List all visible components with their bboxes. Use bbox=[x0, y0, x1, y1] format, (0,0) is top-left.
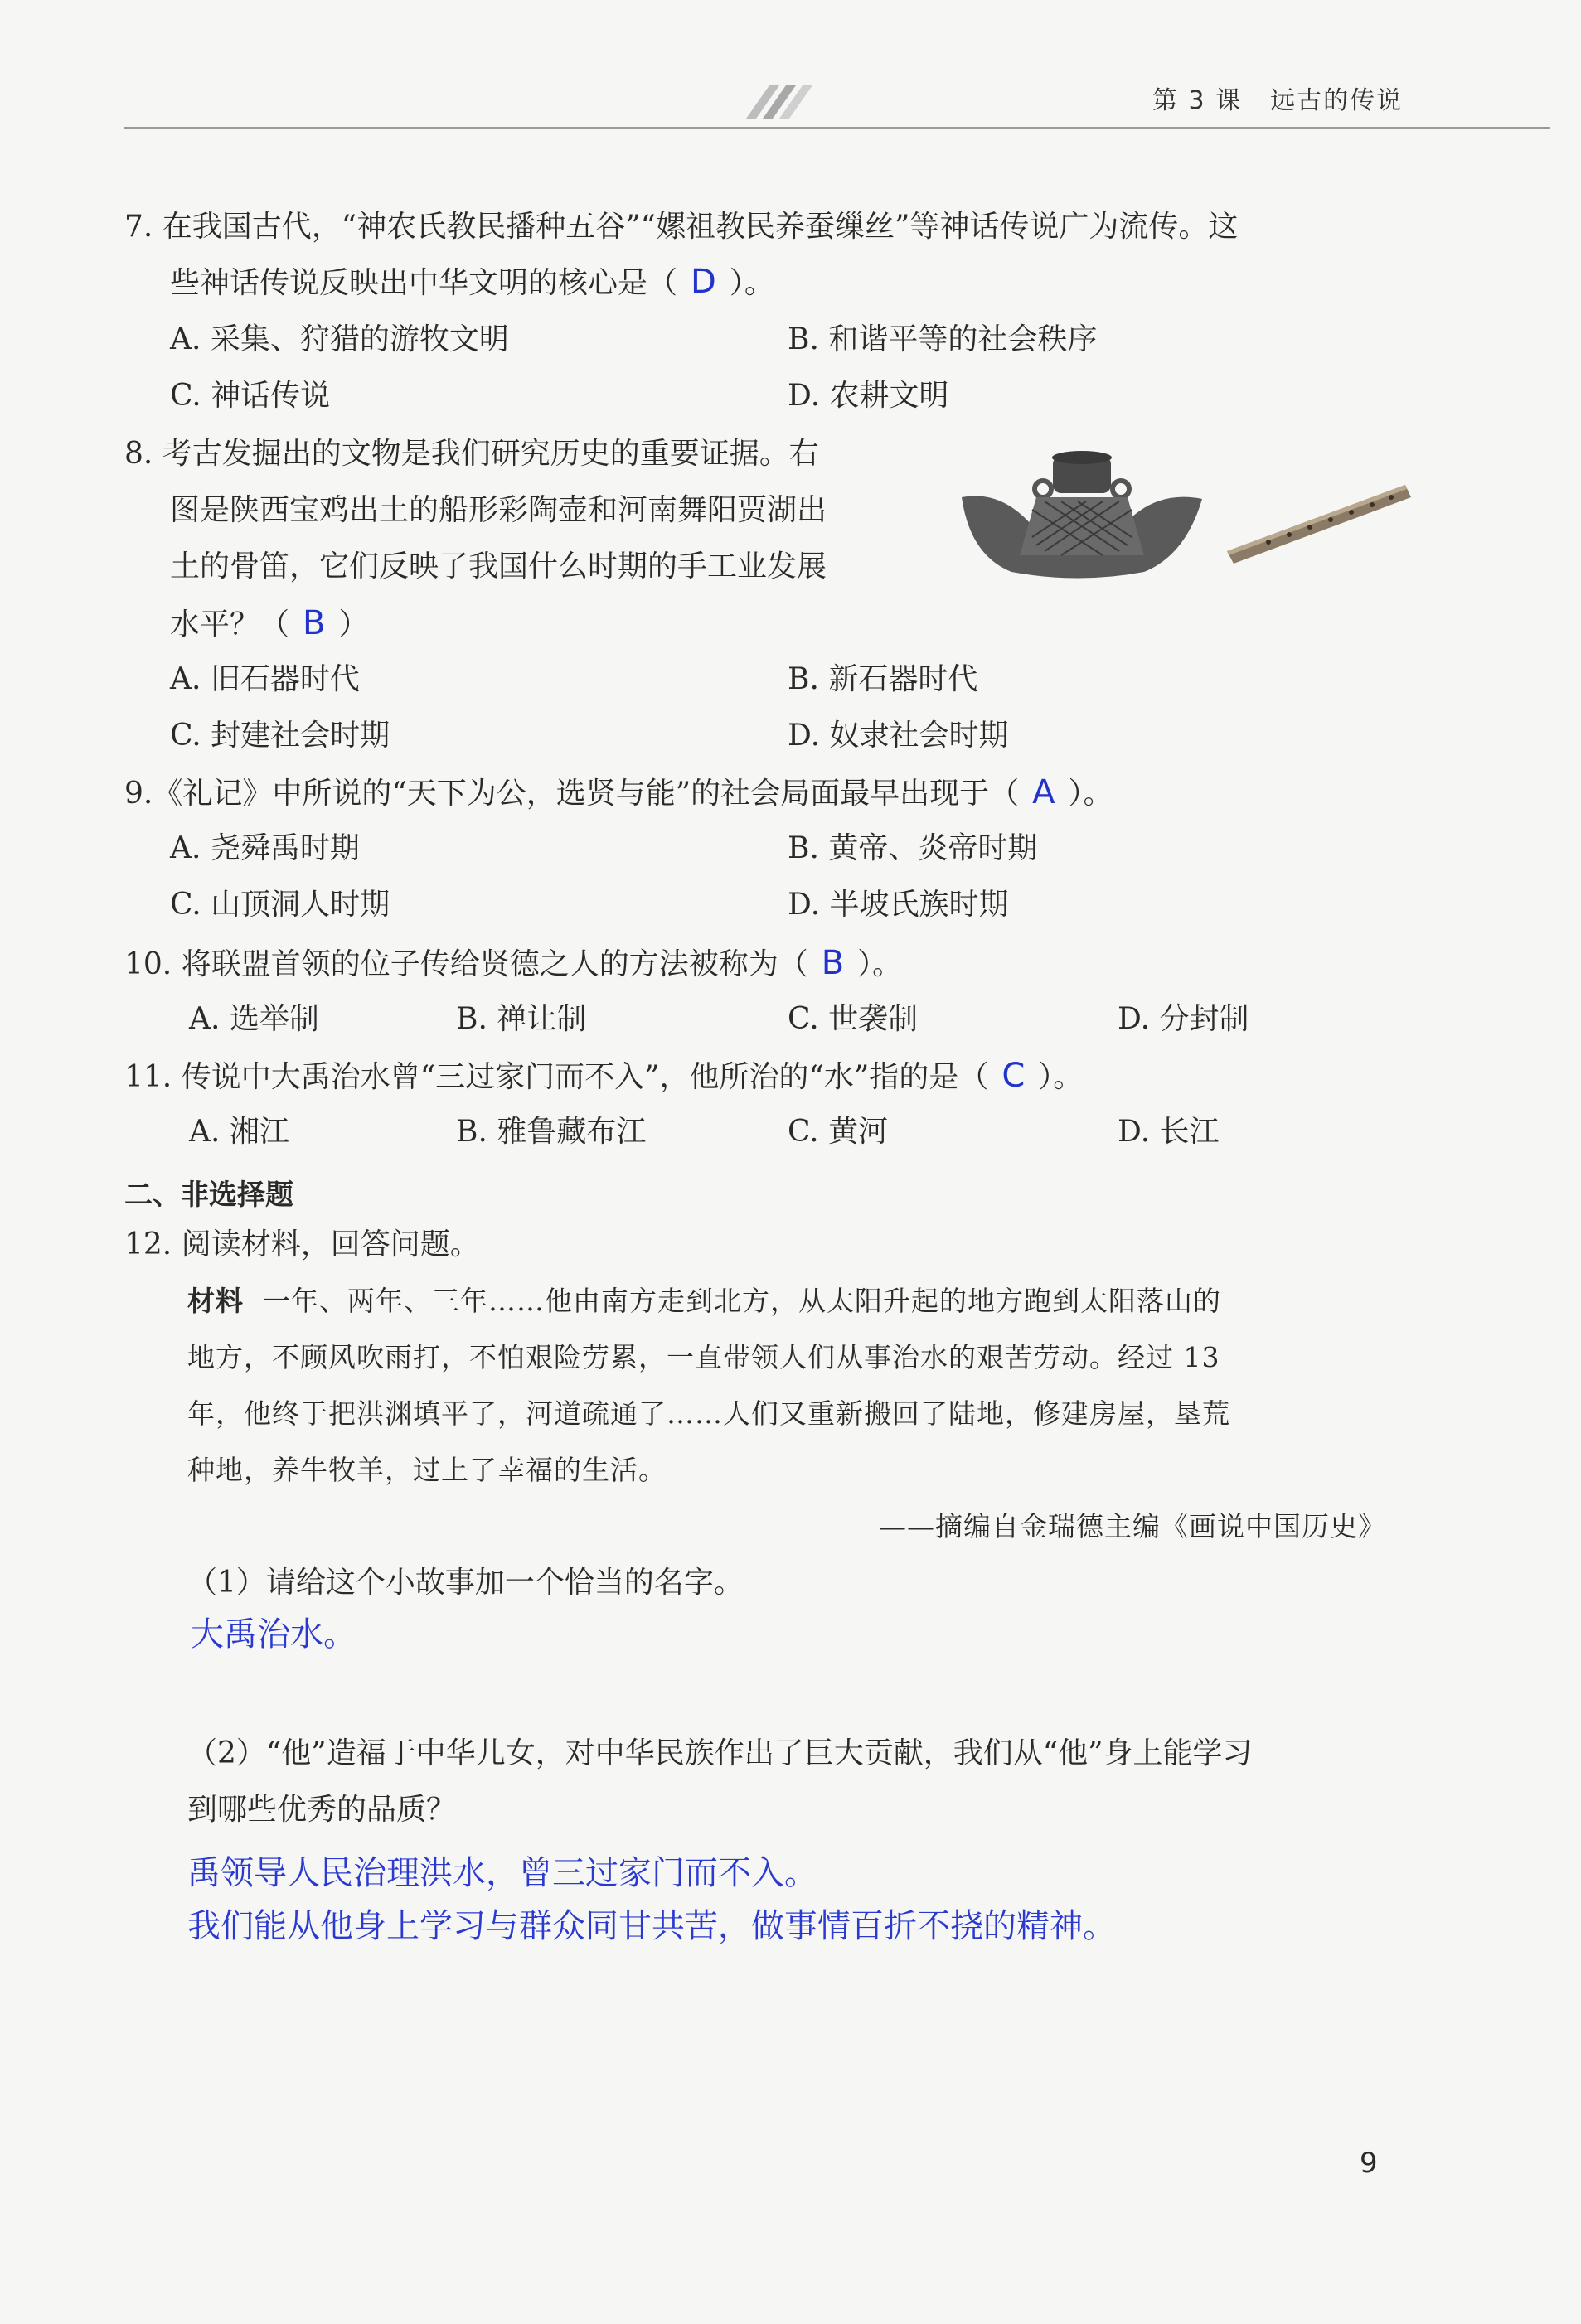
q8-option-a: A. 旧石器时代 bbox=[170, 662, 360, 696]
q9-option-d: D. 半坡氏族时期 bbox=[788, 888, 1009, 922]
lesson-number: 第 3 课 bbox=[1152, 86, 1243, 115]
q8-line2: 图是陕西宝鸡出土的船形彩陶壶和河南舞阳贾湖出 bbox=[170, 493, 827, 527]
q12-sub2-line2: 到哪些优秀的品质？ bbox=[187, 1793, 457, 1827]
q11-option-c: C. 黄河 bbox=[788, 1115, 889, 1149]
q12-material-line3: 年，他终于把洪渊填平了，河道疏通了……人们又重新搬回了陆地，修建房屋，垦荒 bbox=[187, 1397, 1230, 1430]
boat-shaped-pottery-pot bbox=[962, 451, 1202, 579]
bone-flute bbox=[1227, 485, 1411, 564]
q11-option-a: A. 湘江 bbox=[189, 1115, 289, 1149]
q12-answer2-line1: 禹领导人民治理洪水，曾三过家门而不入。 bbox=[187, 1854, 817, 1892]
q10-option-d: D. 分封制 bbox=[1118, 1002, 1249, 1036]
section2-title: 二、非选择题 bbox=[124, 1179, 293, 1212]
q9-line1: 9.《礼记》中所说的“天下为公，选贤与能”的社会局面最早出现于（ A ）。 bbox=[124, 773, 1113, 811]
q12-sub2-line1: （2）“他”造福于中华儿女，对中华民族作出了巨大贡献，我们从“他”身上能学习 bbox=[187, 1736, 1253, 1770]
q8-line4: 水平？（ B ） bbox=[170, 604, 369, 642]
q8-line1: 8. 考古发掘出的文物是我们研究历史的重要证据。右 bbox=[124, 437, 819, 471]
q9-option-b: B. 黄帝、炎帝时期 bbox=[788, 831, 1038, 865]
q10-option-a: A. 选举制 bbox=[189, 1002, 319, 1036]
q7-line1: 7. 在我国古代，“神农氏教民播种五谷”“嫘祖教民养蚕缫丝”等神话传说广为流传。这 bbox=[124, 210, 1239, 244]
q8-line3: 土的骨笛，它们反映了我国什么时期的手工业发展 bbox=[170, 550, 827, 583]
q8-option-c: C. 封建社会时期 bbox=[170, 719, 390, 753]
q11-option-b: B. 雅鲁藏布江 bbox=[456, 1115, 647, 1149]
header-title bbox=[1152, 80, 1403, 116]
q11-line1: 11. 传说中大禹治水曾“三过家门而不入”，他所治的“水”指的是（ C ）。 bbox=[124, 1057, 1084, 1095]
q7-line2: 些神话传说反映出中华文明的核心是（ D ）。 bbox=[170, 263, 774, 301]
q7-option-b: B. 和谐平等的社会秩序 bbox=[788, 322, 1098, 356]
header-stripes-decoration bbox=[730, 79, 821, 120]
q11-answer: C bbox=[1001, 1057, 1026, 1095]
q8-answer: B bbox=[303, 604, 326, 642]
q11-option-d: D. 长江 bbox=[1118, 1115, 1220, 1149]
q12-material-line4: 种地，养牛牧羊，过上了幸福的生活。 bbox=[187, 1454, 667, 1486]
lesson-title: 远古的传说 bbox=[1270, 86, 1404, 115]
q9-answer: A bbox=[1032, 773, 1055, 811]
artifact-image-pottery-and-bone-flute bbox=[953, 439, 1418, 580]
q10-option-c: C. 世袭制 bbox=[788, 1002, 919, 1036]
header-rule bbox=[124, 127, 1550, 129]
page-number: 9 bbox=[1360, 2147, 1378, 2180]
q12-answer1: 大禹治水。 bbox=[191, 1615, 356, 1653]
q8-option-b: B. 新石器时代 bbox=[788, 662, 978, 696]
q7-option-c: C. 神话传说 bbox=[170, 379, 331, 413]
q10-option-b: B. 禅让制 bbox=[456, 1002, 587, 1036]
q9-option-a: A. 尧舜禹时期 bbox=[170, 831, 360, 865]
q9-option-c: C. 山顶洞人时期 bbox=[170, 888, 390, 922]
q10-line1: 10. 将联盟首领的位子传给贤德之人的方法被称为（ B ）。 bbox=[124, 944, 903, 982]
q10-answer: B bbox=[821, 944, 845, 982]
q8-option-d: D. 奴隶社会时期 bbox=[788, 719, 1009, 753]
q7-option-a: A. 采集、狩猎的游牧文明 bbox=[170, 322, 509, 356]
material-label: 材料 bbox=[187, 1285, 244, 1317]
q12-material-line1: 材料 一年、两年、三年……他由南方走到北方，从太阳升起的地方跑到太阳落山的 bbox=[187, 1285, 1221, 1317]
q7-answer: D bbox=[691, 263, 716, 301]
q12-material-source: ——摘编自金瑞德主编《画说中国历史》 bbox=[879, 1510, 1386, 1542]
q7-option-d: D. 农耕文明 bbox=[788, 379, 949, 413]
q12-sub1: （1）请给这个小故事加一个恰当的名字。 bbox=[187, 1566, 744, 1600]
q12-material-line2: 地方，不顾风吹雨打，不怕艰险劳累，一直带领人们从事治水的艰苦劳动。经过 13 bbox=[187, 1341, 1220, 1373]
q12-stem: 12. 阅读材料，回答问题。 bbox=[124, 1227, 480, 1261]
q12-answer2-line2: 我们能从他身上学习与群众同甘共苦，做事情百折不挠的精神。 bbox=[187, 1907, 1116, 1945]
